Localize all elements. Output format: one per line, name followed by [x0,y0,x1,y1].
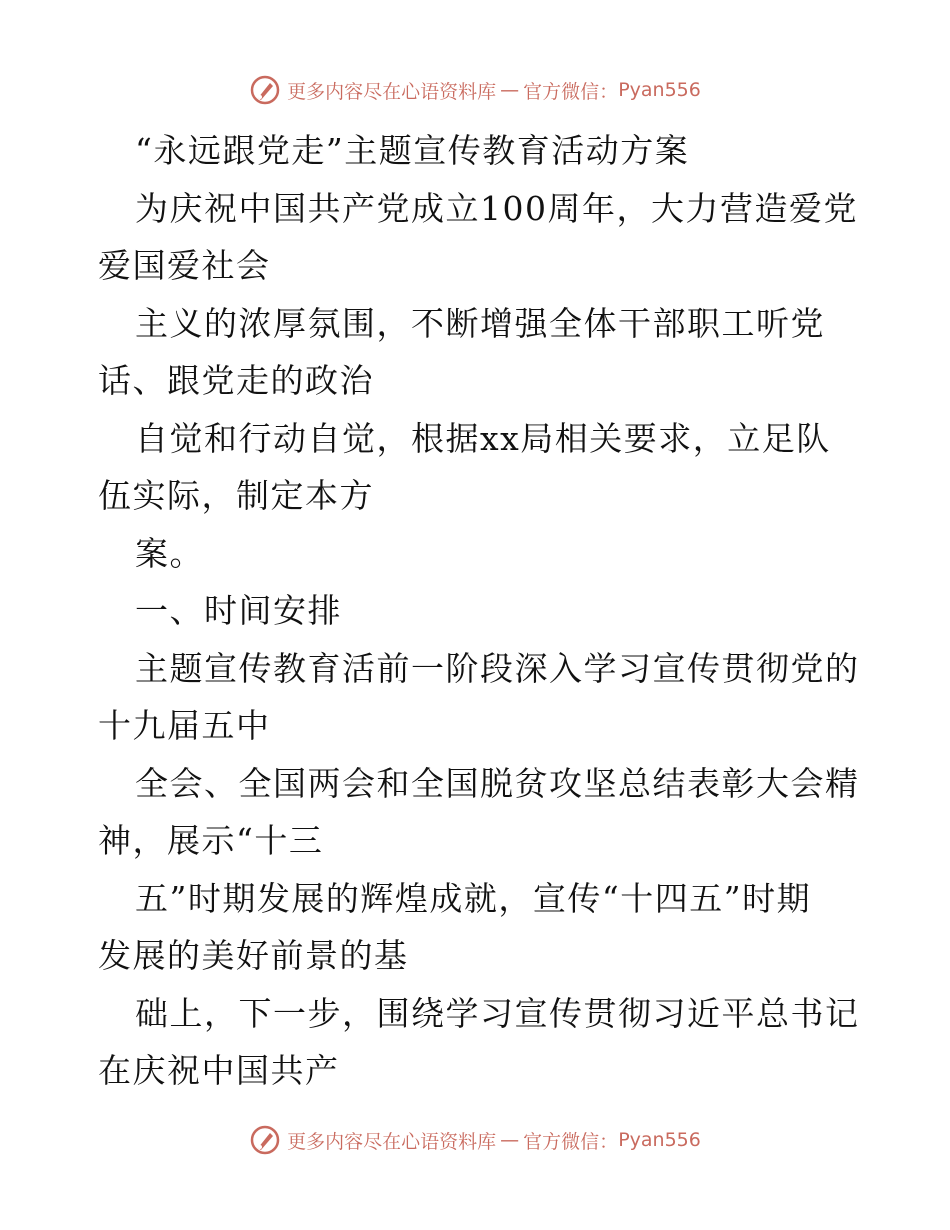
watermark-main-text: 更多内容尽在心语资料库 [287,80,497,103]
text-line: 案。 [135,533,204,573]
text-line: 在庆祝中国共产 [98,1051,340,1090]
pen-logo-icon [249,1124,281,1156]
text-line: 神，展示“十三 [98,821,324,860]
text-line: 发展的美好前景的基 [98,936,409,975]
text-line: 全会、全国两会和全国脱贫攻坚总结表彰大会精 [135,763,860,803]
text-line: 五”时期发展的辉煌成就，宣传“十四五”时期 [135,878,812,918]
watermark-separator: — [500,1129,520,1151]
watermark-wechat-label: 官方微信： [523,80,619,103]
document-title: “永远跟党走”主题宣传教育活动方案 [135,131,690,170]
watermark-main-text: 更多内容尽在心语资料库 [287,1130,497,1153]
watermark-separator: — [500,79,520,101]
pen-logo-icon [249,74,281,106]
footer-watermark [0,1120,950,1160]
text-line: 爱国爱社会 [98,246,271,285]
document-body [98,122,858,1100]
text-line: 主义的浓厚氛围，不断增强全体干部职工听党 [135,303,825,343]
text-line: 话、跟党走的政治 [98,361,374,400]
text-line: 自觉和行动自觉，根据xx局相关要求，立足队 [135,418,831,458]
header-watermark [0,70,950,110]
text-line: 为庆祝中国共产党成立100周年，大力营造爱党 [135,188,858,228]
text-line: 础上，下一步，围绕学习宣传贯彻习近平总书记 [135,993,860,1033]
watermark-wechat-id: Pyan556 [618,1129,701,1151]
section-heading: 一、时间安排 [135,591,342,630]
text-line: 伍实际，制定本方 [98,476,374,515]
text-line: 主题宣传教育活前一阶段深入学习宣传贯彻党的 [135,648,860,688]
watermark-wechat-label: 官方微信： [523,1130,619,1153]
watermark-wechat-id: Pyan556 [618,79,701,101]
text-line: 十九届五中 [98,706,271,745]
